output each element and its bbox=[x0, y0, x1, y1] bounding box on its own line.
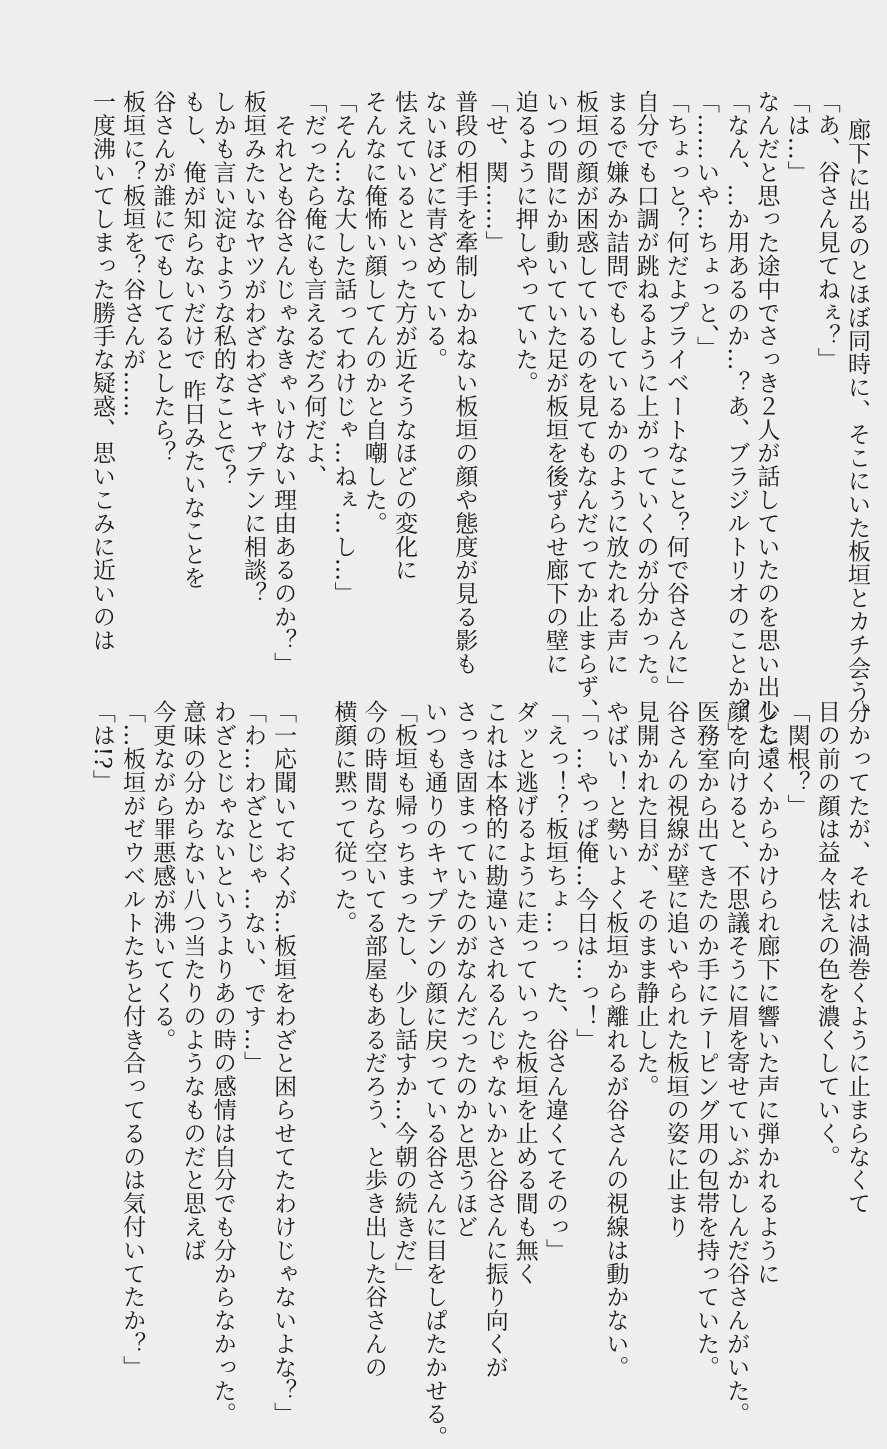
text-line: なんだと思った途中でさっき２人が話していたのを思い出した。 bbox=[753, 90, 780, 769]
text-line: 医務室から出てきたのか手にテーピング用の包帯を持っていた。 bbox=[692, 700, 719, 1379]
text-line: 怯えているといった方が近そうなほどの変化に bbox=[390, 90, 417, 582]
text-line: 板垣みたいなヤツがわざわざキャプテンに相談？ bbox=[239, 90, 266, 605]
text-line: 谷さんが誰にでもしてるとしたら？ bbox=[149, 90, 176, 465]
text-line: 見開かれた目が、そのまま静止した。 bbox=[632, 700, 659, 1098]
text-line: さっき固まっていたのがなんだったのかと思うほど bbox=[451, 700, 478, 1239]
text-line: これは本格的に勘違いされるんじゃないかと谷さんに振り向くが bbox=[481, 700, 508, 1379]
text-line: 「えっ！？板垣ちょ…っ た、谷さん違くてそのっ」 bbox=[541, 700, 568, 1262]
text-line: 横顔に黙って従った。 bbox=[330, 700, 357, 934]
text-line: ないほどに青ざめている。 bbox=[421, 90, 448, 371]
text-line: 今の時間なら空いてる部屋もあるだろう、と歩き出した谷さんの bbox=[360, 700, 387, 1379]
text-line: 今更ながら罪悪感が沸いてくる。 bbox=[149, 700, 176, 1051]
text-line: 谷さんの視線が壁に追いやられた板垣の姿に止まり bbox=[662, 700, 689, 1239]
text-line: 少し遠くからかけられ廊下に響いた声に弾かれるように bbox=[753, 700, 780, 1285]
lower-text-block bbox=[88, 700, 872, 1449]
text-line: いつも通りのキャプテンの顔に戻っている谷さんに目をしぱたかせる。 bbox=[421, 700, 448, 1449]
text-line: 顔を向けると、不思議そうに眉を寄せていぶかしんだ谷さんがいた。 bbox=[723, 700, 750, 1426]
text-line: 「板垣も帰っちまったし、少し話すか…今朝の続きだ」 bbox=[390, 700, 417, 1285]
text-line: 自分でも口調が跳ねるように上がっていくのが分かった。 bbox=[632, 90, 659, 699]
text-line: 廊下に出るのとほぼ同時に、そこにいた板垣とカチ会う。 bbox=[844, 118, 870, 727]
text-line: 「そん…な大した話ってわけじゃ…ねぇ…し…」 bbox=[330, 90, 357, 605]
text-line: まるで嫌みか詰問でもしているかのように放たれる声に bbox=[602, 90, 629, 675]
text-line: 板垣に？板垣を？谷さんが…… bbox=[119, 90, 146, 418]
text-line: いつの間にか動いていた足が板垣を後ずらせ廊下の壁に bbox=[541, 90, 568, 675]
text-line: 板垣の顔が困惑しているのを見てもなんだってか止まらず、 bbox=[572, 90, 599, 722]
text-line: それとも谷さんじゃなきゃいけない理由あるのか？」 bbox=[270, 90, 297, 675]
text-line: 「一応聞いておくが…板垣をわざと困らせてたわけじゃないよな？」 bbox=[270, 700, 297, 1426]
text-line: 「あ、谷さん見てねぇ？」 bbox=[813, 90, 840, 371]
text-line: 一度沸いてしまった勝手な疑惑、思いこみに近いのは bbox=[88, 90, 115, 652]
text-line: 分かってたが、それは渦巻くように止まらなくて bbox=[844, 700, 870, 1215]
text-line: 「せ、関……」 bbox=[481, 90, 508, 254]
text-line: 目の前の顔は益々怯えの色を濃くしていく。 bbox=[813, 700, 840, 1168]
text-line: 普段の相手を牽制しかねない板垣の顔や態度が見る影も bbox=[451, 90, 478, 675]
text-line: 「わ…わざとじゃ…ない、です…」 bbox=[239, 700, 266, 1075]
text-line: もし、俺が知らないだけで 昨日みたいなことを bbox=[179, 90, 206, 590]
text-line: やばい！と勢いよく板垣から離れるが谷さんの視線は動かない。 bbox=[602, 700, 629, 1379]
text-line: 「なん、…か用あるのか…？あ、ブラジルトリオのことか？」 bbox=[723, 90, 750, 746]
text-line: 「は!?」 bbox=[88, 700, 115, 793]
text-line: 意味の分からない八つ当たりのようなものだと思えば bbox=[179, 700, 206, 1262]
text-line: 「……いや…ちょっと、」 bbox=[692, 90, 719, 360]
text-line bbox=[298, 700, 328, 1325]
text-line: 迫るように押しやっていた。 bbox=[511, 90, 538, 395]
text-line: 「関根？」 bbox=[783, 700, 810, 817]
text-line: 「だったら俺にも言えるだろ何だよ、 bbox=[300, 90, 327, 488]
text-line: しかも言い淀むような私的なことで？ bbox=[209, 90, 236, 488]
text-line: そんなに俺怖い顔してんのかと自嘲した。 bbox=[360, 90, 387, 535]
text-line: 「っ…やっぱ俺…今日は…っ！」 bbox=[572, 700, 599, 1051]
text-line: 「ちょっと？何だよプライベートなこと？何で谷さんに」 bbox=[662, 90, 689, 699]
text-line: 「…板垣がゼウベルトたちと付き合ってるのは気付いてたか？」 bbox=[119, 700, 146, 1379]
text-line: わざとじゃないというよりあの時の感情は自分でも分からなかった。 bbox=[209, 700, 236, 1426]
text-line: 「は…」 bbox=[783, 90, 810, 184]
text-line: ダッと逃げるように走っていった板垣を止める間も無く bbox=[511, 700, 538, 1285]
